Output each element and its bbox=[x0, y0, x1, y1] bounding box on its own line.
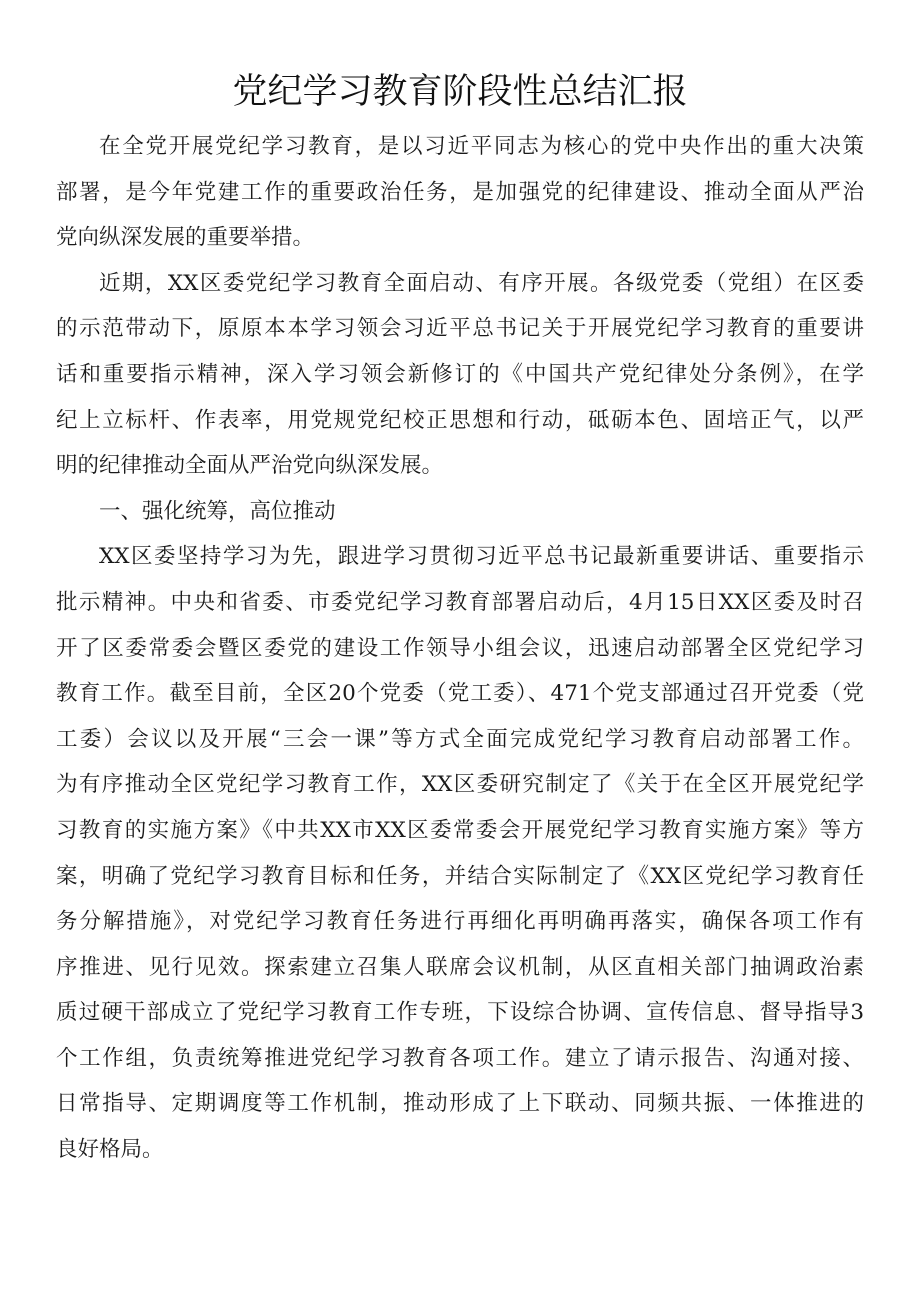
text-line: 党向纵深发展的重要举措。 bbox=[56, 225, 315, 251]
text-line: 纪上立标杆、作表率，用党规党纪校正思想和行动，砥砺本色、固培正气，以严 bbox=[56, 407, 864, 433]
text-line: 部署，是今年党建工作的重要政治任务，是加强党的纪律建设、推动全面从严治 bbox=[56, 179, 864, 205]
paragraph-intro bbox=[56, 124, 864, 261]
text-line: 个工作组，负责统筹推进党纪学习教育各项工作。建立了请示报告、沟通对接、 bbox=[56, 1045, 864, 1071]
text-line: 的示范带动下，原原本本学习领会习近平总书记关于开展党纪学习教育的重要讲 bbox=[56, 316, 864, 342]
text-line: 习教育的实施方案》《中共XX市XX区委常委会开展党纪学习教育实施方案》等方 bbox=[56, 817, 864, 843]
text-line: 日常指导、定期调度等工作机制，推动形成了上下联动、同频共振、一体推进的 bbox=[56, 1091, 864, 1117]
document-body bbox=[56, 124, 864, 1173]
paragraph-section-1 bbox=[56, 534, 864, 1172]
text-line: 案，明确了党纪学习教育目标和任务，并结合实际制定了《XX区党纪学习教育任 bbox=[56, 863, 864, 889]
text-line: 良好格局。 bbox=[56, 1137, 164, 1163]
text-line: 质过硬干部成立了党纪学习教育工作专班，下设综合协调、宣传信息、督导指导3 bbox=[56, 1000, 864, 1026]
text-line: 为有序推动全区党纪学习教育工作，XX区委研究制定了《关于在全区开展党纪学 bbox=[56, 772, 864, 798]
text-line: 教育工作。截至目前，全区20个党委（党工委）、471个党支部通过召开党委（党 bbox=[56, 681, 864, 707]
text-line: 在全党开展党纪学习教育，是以习近平同志为核心的党中央作出的重大决策 bbox=[99, 134, 864, 159]
text-line: 序推进、见行见效。探索建立召集人联席会议机制，从区直相关部门抽调政治素 bbox=[56, 954, 864, 980]
text-line: 批示精神。中央和省委、市委党纪学习教育部署启动后，4月15日XX区委及时召 bbox=[56, 589, 864, 615]
text-line: 话和重要指示精神，深入学习领会新修订的《中国共产党纪律处分条例》，在学 bbox=[56, 361, 864, 387]
text-line: XX区委坚持学习为先，跟进学习贯彻习近平总书记最新重要讲话、重要指示 bbox=[99, 544, 864, 570]
text-line: 工委）会议以及开展“三会一课”等方式全面完成党纪学习教育启动部署工作。 bbox=[56, 726, 864, 752]
text-line: 近期，XX区委党纪学习教育全面启动、有序开展。各级党委（党组）在区委 bbox=[99, 270, 864, 296]
text-line: 明的纪律推动全面从严治党向纵深发展。 bbox=[56, 453, 444, 479]
document-title: 党纪学习教育阶段性总结汇报 bbox=[232, 72, 688, 112]
section-heading bbox=[56, 489, 864, 535]
text-line: 开了区委常委会暨区委党的建设工作领导小组会议，迅速启动部署全区党纪学习 bbox=[56, 635, 864, 661]
text-line: 务分解措施》，对党纪学习教育任务进行再细化再明确再落实，确保各项工作有 bbox=[56, 909, 864, 935]
paragraph-recent bbox=[56, 261, 864, 489]
text-line: 一、强化统筹，高位推动 bbox=[99, 498, 336, 524]
